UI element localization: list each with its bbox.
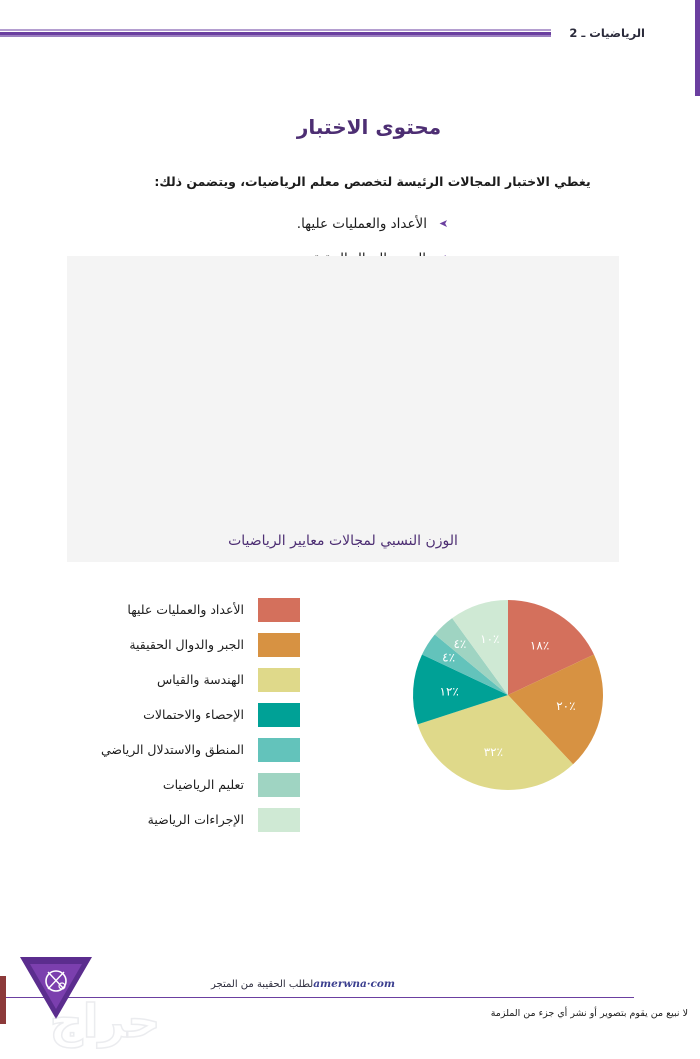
legend-item-label: الهندسة والقياس [156, 672, 244, 687]
page-header [0, 18, 700, 48]
chart-legend [70, 592, 300, 837]
header-rule [0, 29, 551, 37]
legend-color-swatch [258, 773, 300, 797]
pie-chart-svg [393, 585, 623, 820]
legend-item-label: الإجراءات الرياضية [147, 812, 244, 827]
pie-slice-label: ٪٢٠ [556, 699, 576, 713]
bullet-arrow-icon: ➤ [439, 217, 449, 230]
intro-paragraph: يغطي الاختبار المجالات الرئيسة لتخصص معلم الرياضيات، ويتضمن ذلك: [154, 174, 591, 189]
pie-slice-label: ٪٣٢ [483, 745, 504, 759]
legend-item-label: الجبر والدوال الحقيقية [129, 637, 244, 652]
legend-item-label: المنطق والاستدلال الرياضي [100, 742, 244, 757]
store-link[interactable]: amerwna·com [313, 978, 395, 990]
pie-slice-label: ٪١٨ [529, 638, 550, 653]
page-edge-accent-bar [695, 0, 700, 96]
legend-item [70, 802, 300, 837]
chart-background-panel [67, 256, 619, 562]
footer-edge-accent-bar [0, 976, 6, 1024]
legend-color-swatch [258, 738, 300, 762]
legend-item-label: الأعداد والعمليات عليها [127, 602, 244, 617]
list-item-label: الأعداد والعمليات عليها. [296, 215, 428, 232]
watermark-text: حراج [49, 994, 161, 1048]
pie-slice-label: ٪١٢ [439, 684, 459, 699]
legend-color-swatch [258, 598, 300, 622]
legend-item-label: تعليم الرياضيات [162, 777, 244, 792]
legend-item [70, 767, 300, 802]
legend-item [70, 627, 300, 662]
legend-item [70, 662, 300, 697]
header-subject-label: الرياضيات ـ 2 [569, 26, 645, 40]
pie-slice-label: ٪٤ [442, 650, 456, 665]
legend-color-swatch [258, 808, 300, 832]
pie-slice-label: ٪١٠ [480, 632, 500, 646]
list-item [45, 206, 700, 241]
footer-store-note [211, 978, 400, 990]
footer-divider [6, 997, 634, 999]
legend-color-swatch [258, 703, 300, 727]
footer-disclaimer: لا نبيع من يقوم بتصوير أو نشر أي جزء من الملزمة [490, 1008, 688, 1019]
pie-slice-label: ٪٤ [453, 636, 467, 651]
page-title: محتوى الاختبار [296, 115, 442, 139]
footer-note-label: لطلب الحقيبة من المتجر [211, 979, 314, 990]
legend-item [70, 592, 300, 627]
brand-logo-icon [18, 955, 94, 1021]
chart-title: الوزن النسبي لمجالات معايير الرياضيات [228, 533, 458, 549]
legend-item [70, 732, 300, 767]
legend-color-swatch [258, 633, 300, 657]
legend-color-swatch [258, 668, 300, 692]
legend-item-label: الإحصاء والاحتمالات [143, 707, 244, 722]
pie-chart [393, 585, 623, 820]
legend-item [70, 697, 300, 732]
